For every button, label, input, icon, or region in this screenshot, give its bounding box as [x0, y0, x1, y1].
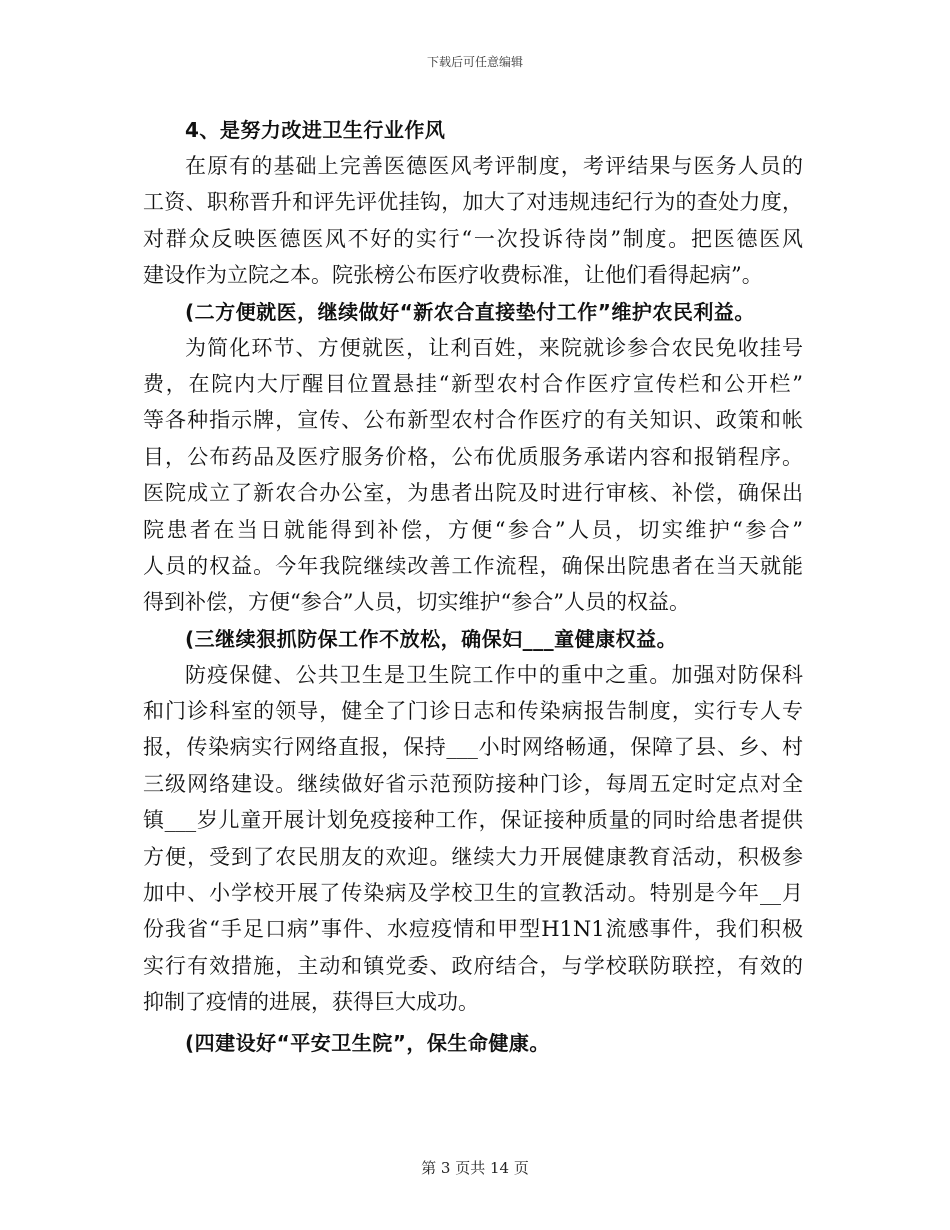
text-line: 工资、职称晋升和评先评优挂钩，加大了对违规违纪行为的查处力度， — [143, 190, 803, 215]
text-line: 对群众反映医德医风不好的实行“一次投诉待岗”制度。把医德医风 — [143, 226, 803, 251]
section-heading-4: 4、是努力改进卫生行业作风 — [185, 118, 446, 142]
text-line: 加中、小学校开展了传染病及学校卫生的宣教活动。特别是今年__月 — [143, 881, 803, 906]
text-line: 实行有效措施，主动和镇党委、政府结合，与学校联防联控，有效的 — [143, 953, 803, 978]
text-line: 镇___岁儿童开展计划免疫接种工作，保证接种质量的同时给患者提供 — [143, 808, 803, 833]
text-line: 目，公布药品及医疗服务价格，公布优质服务承诺内容和报销程序。 — [143, 444, 803, 469]
paragraph-3 — [143, 657, 803, 1021]
text-line: 在原有的基础上完善医德医风考评制度，考评结果与医务人员的 — [185, 154, 803, 178]
section-heading-3: (三继续狠抓防保工作不放松，确保妇___童健康权益。 — [185, 626, 678, 651]
section-heading-2: (二方便就医，继续做好“新农合直接垫付工作”维护农民利益。 — [185, 299, 755, 324]
text-line: 方便，受到了农民朋友的欢迎。继续大力开展健康教育活动，积极参 — [143, 844, 803, 869]
text-line: 防疫保健、公共卫生是卫生院工作中的重中之重。加强对防保科 — [185, 662, 803, 687]
section-heading-4b: (四建设好“平安卫生院”，保生命健康。 — [185, 1030, 550, 1055]
text-line: 三级网络建设。继续做好省示范预防接种门诊，每周五定时定点对全 — [143, 771, 803, 796]
paragraph-2 — [143, 330, 803, 621]
text-line: 得到补偿，方便“参合”人员，切实维护“参合”人员的权益。 — [143, 590, 690, 615]
document-body — [143, 112, 803, 1061]
text-line: 和门诊科室的领导，健全了门诊日志和传染病报告制度，实行专人专 — [143, 699, 803, 724]
text-line: 份我省“手足口病”事件、水痘疫情和甲型H1N1流感事件，我们积极 — [143, 917, 803, 942]
text-line: 院患者在当日就能得到补偿，方便“参合”人员，切实维护“参合” — [143, 517, 803, 542]
text-line: 人员的权益。今年我院继续改善工作流程，确保出院患者在当天就能 — [143, 553, 803, 578]
text-line: 建设作为立院之本。院张榜公布医疗收费标准，让他们看得起病”。 — [143, 263, 763, 288]
text-line: 等各种指示牌，宣传、公布新型农村合作医疗的有关知识、政策和帐 — [143, 408, 803, 433]
text-line: 抑制了疫情的进展，获得巨大成功。 — [143, 990, 479, 1015]
text-line: 报，传染病实行网络直报，保持___小时网络畅通，保障了县、乡、村 — [143, 735, 803, 760]
text-line: 为简化环节、方便就医，让利百姓，来院就诊参合农民免收挂号 — [185, 335, 803, 360]
paragraph-4 — [143, 148, 803, 294]
page-header: 下载后可任意编辑 — [426, 55, 523, 69]
text-line: 医院成立了新农合办公室，为患者出院及时进行审核、补偿，确保出 — [143, 481, 803, 506]
text-line: 费，在院内大厅醒目位置悬挂“新型农村合作医疗宣传栏和公开栏” — [143, 371, 803, 396]
page-footer: 第 3 页共 14 页 — [421, 1159, 529, 1177]
